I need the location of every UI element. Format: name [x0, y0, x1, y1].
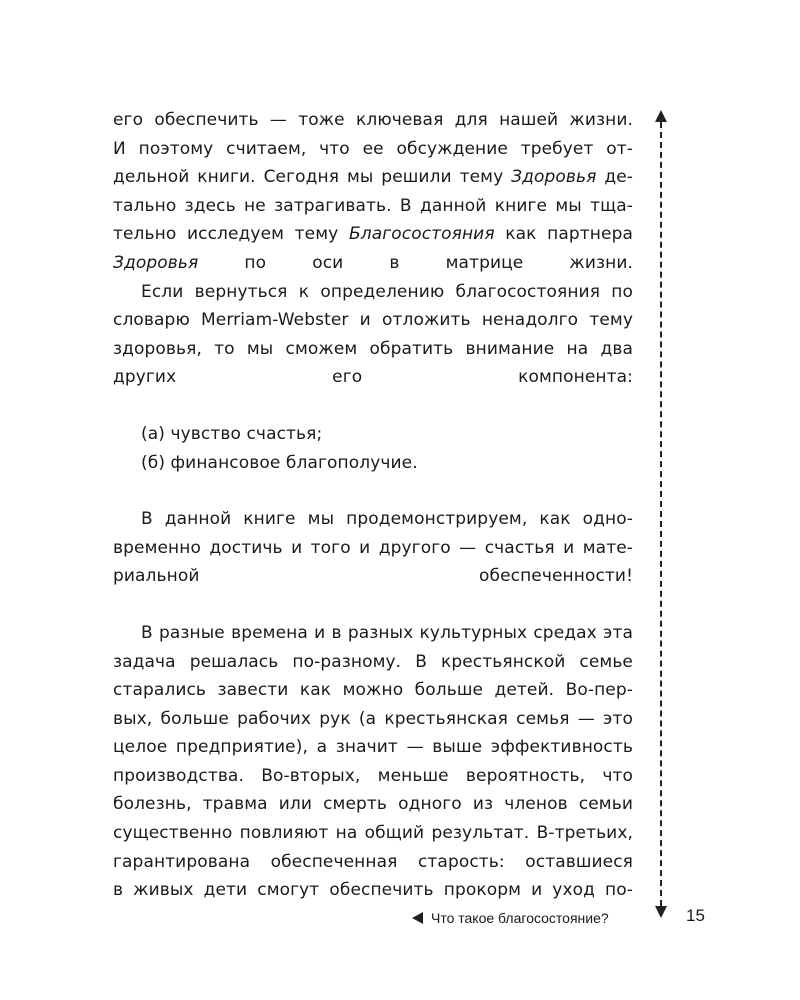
text-line: Здоровья по оси в матрице жизни. [113, 252, 633, 273]
text-line: временно достичь и того и другого — счастья и мате- [113, 537, 633, 558]
text-line: словарю Merriam-Webster и отложить ненадолго тему [113, 310, 633, 331]
emphasis-wellbeing: Благосостояния [348, 224, 495, 245]
text-line: В данной книге мы продемонстрируем, как одно- [141, 509, 633, 530]
text-line: существенно повлияют на общий результат. В-третьих, [113, 823, 633, 844]
text-line: в живых дети смогут обеспечить прокорм и уход по- [113, 880, 633, 901]
text-line: производства. Во-вторых, меньше вероятность, что [113, 765, 633, 786]
emphasis-health: Здоровья [113, 252, 199, 273]
text-line: И поэтому считаем, что ее обсуждение требует от- [113, 138, 633, 159]
arrow-up-icon [655, 110, 667, 122]
margin-dashed-rule [660, 122, 662, 906]
text-line: гарантирована обеспеченная старость: оставшиеся [113, 851, 633, 872]
paragraph-4 [113, 619, 633, 905]
arrow-down-icon [655, 906, 667, 918]
text-line: здоровья, то мы сможем обратить внимание на два [113, 338, 633, 359]
text-line: вых, больше рабочих рук (а крестьянская семья — это [113, 708, 633, 729]
left-triangle-icon [412, 912, 423, 924]
text-line: тально здесь не затрагивать. В данной книге мы тща- [113, 195, 633, 216]
list-item: (а) чувство счастья; [141, 423, 323, 444]
text-line: дельной книги. Сегодня мы решили тему Здоровья де- [113, 167, 634, 188]
text-line: тельно исследуем тему Благосостояния как партнера [113, 224, 633, 245]
running-title: Что такое благосостояние? [431, 910, 609, 926]
page-number: 15 [686, 906, 705, 925]
emphasis-health: Здоровья [511, 167, 597, 188]
paragraph-2 [113, 278, 633, 392]
list-item: (б) финансовое благополучие. [141, 452, 418, 473]
page-body [113, 106, 633, 905]
text-line: его обеспечить — тоже ключевая для нашей жизни. [113, 110, 633, 130]
text-line: В разные времена и в разных культурных средах эта [141, 622, 633, 643]
text-line: Если вернуться к определению благосостояния по [141, 281, 633, 302]
text-line: задача решалась по-разному. В крестьянской семье [113, 651, 633, 672]
text-line: болезнь, травма или смерть одного из членов семьи [113, 794, 633, 815]
list [113, 420, 633, 477]
text-line: старались завести как можно больше детей. Во-пер- [113, 680, 633, 701]
paragraph-3 [113, 505, 633, 591]
paragraph-1 [113, 106, 633, 278]
text-line: риальной обеспеченности! [113, 566, 633, 587]
text-line: других его компонента: [113, 367, 633, 388]
text-line: целое предприятие), а значит — выше эффективность [113, 737, 633, 758]
running-footer [412, 908, 609, 928]
